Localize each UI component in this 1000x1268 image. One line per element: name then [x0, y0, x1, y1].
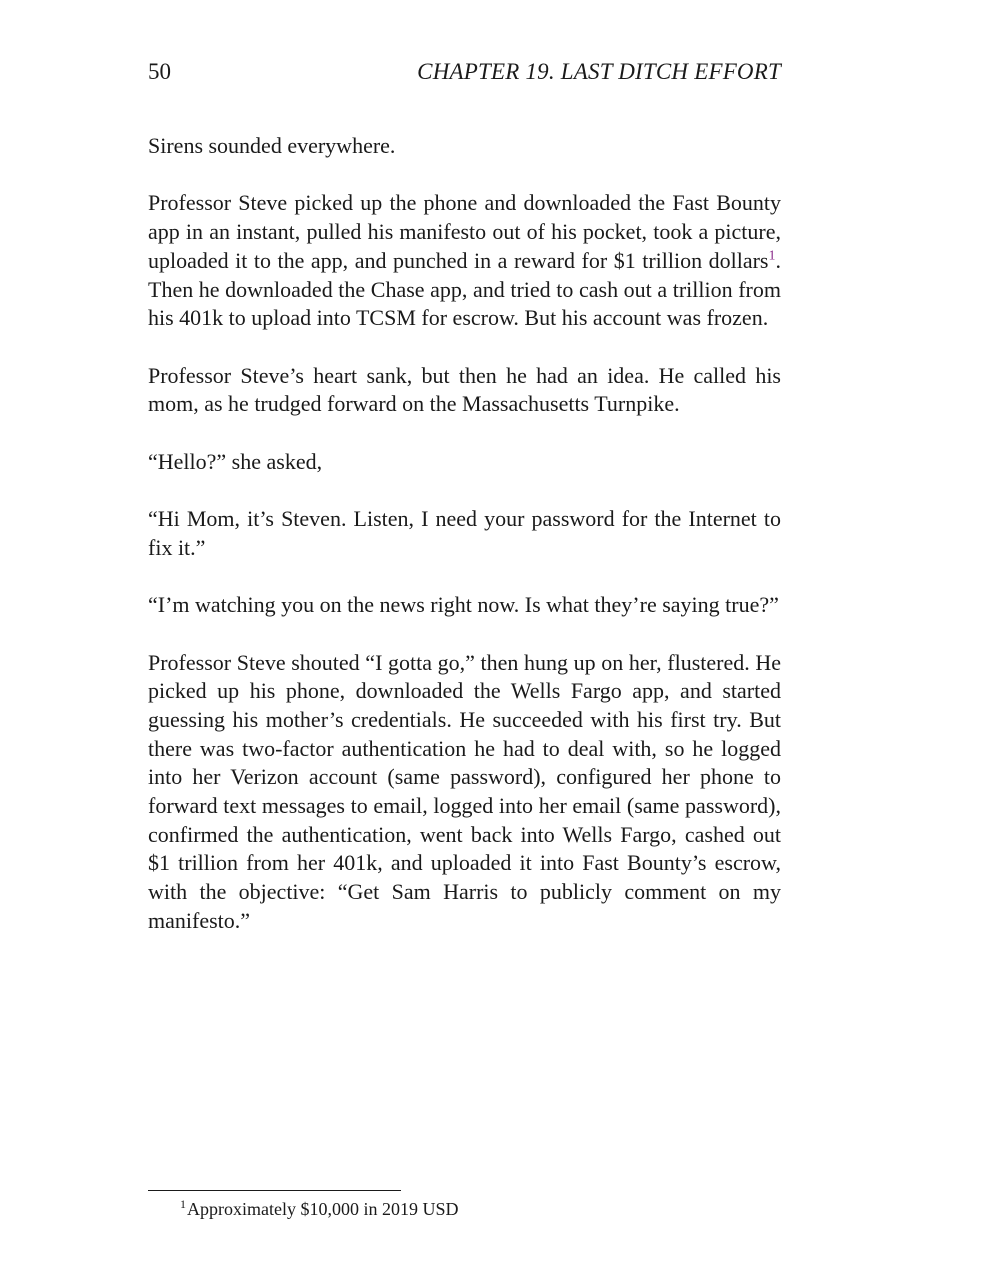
paragraph-2 [148, 189, 781, 333]
paragraph-3: Professor Steve’s heart sank, but then he had an idea. He called his mom, as he trudged forward on the Massachusetts Turnpike. [148, 362, 781, 417]
page-body [148, 56, 781, 964]
chapter-title: CHAPTER 19. LAST DITCH EFFORT [417, 59, 781, 84]
footnote [148, 1197, 781, 1221]
paragraph-6: “I’m watching you on the news right now. Is what they’re saying true?” [148, 592, 779, 618]
running-header [148, 56, 781, 88]
footnote-rule [148, 1190, 401, 1191]
footnote-text: Approximately $10,000 in 2019 USD [187, 1199, 459, 1219]
paragraph-4: “Hello?” she asked, [148, 448, 323, 474]
footnote-number: 1 [180, 1197, 186, 1211]
paragraph-7: Professor Steve shouted “I gotta go,” then hung up on her, flustered. He picked up his phone, downloaded the Wells Fargo app, and started guessing his mother’s credentials. He succeeded with his first try. But there was two-factor authentication he had to deal with, so he logged into her Verizon account (same password), configured her phone to forward text messages to email, logged into her email (same password), confirmed the authentication, went back into Wells Fargo, cashed out $1 trillion from her 401k, and uploaded it into Fast Bounty’s escrow, with the objective: “Get Sam Harris to publicly comment on my manifesto.” [148, 649, 781, 933]
paragraph-2-text-b: . Then he downloaded the Chase app, and tried to cash out a trillion from his 401k to upload into TCSM for escrow. But his account was frozen. [148, 247, 781, 331]
paragraph-5: “Hi Mom, it’s Steven. Listen, I need your password for the Internet to fix it.” [148, 506, 781, 560]
page-number: 50 [148, 59, 171, 84]
footnote-area [148, 1190, 781, 1221]
paragraph-1: Sirens sounded everywhere. [148, 133, 396, 158]
footnote-reference[interactable]: 1 [768, 248, 776, 264]
paragraph-2-text-a: Professor Steve picked up the phone and downloaded the Fast Bounty app in an instant, pulled his manifesto out of his pocket, took a picture, uploaded it to the app, and punched in a reward for $1 trillion dollars [148, 190, 781, 273]
